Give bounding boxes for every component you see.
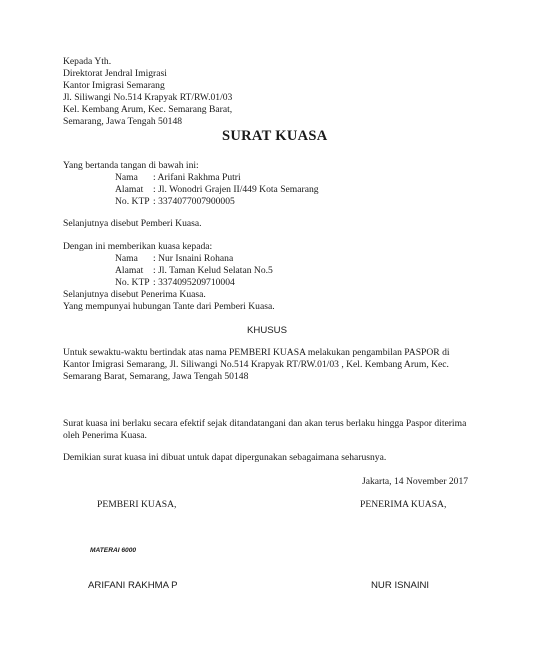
validity-line: Surat kuasa ini berlaku secara efektif sejak ditandatangani dan akan terus berlaku hingga Paspor diterima [63,418,467,429]
recipient-line: Semarang, Jawa Tengah 50148 [63,116,183,127]
grantee-ktp-label: No. KTP [115,277,150,288]
grantee-ktp-value: : 3374095209710004 [153,277,235,288]
grantee-name-value: : Nur Isnaini Rohana [153,253,234,264]
closing-statement: Demikian surat kuasa ini dibuat untuk dapat dipergunakan sebagaimana seharusnya. [63,452,387,463]
grantor-ktp-value: : 3374077007900005 [153,196,235,207]
purpose-line: Untuk sewaktu-waktu bertindak atas nama PEMBERI KUASA melakukan pengambilan PASPOR di [63,347,450,358]
grantor-address-label: Alamat [115,184,144,195]
place-date: Jakarta, 14 November 2017 [362,476,469,487]
grantor-name-label: Nama [115,172,138,183]
recipient-line: Direktorat Jendral Imigrasi [63,68,167,79]
purpose-line: Kantor Imigrasi Semarang, Jl. Siliwangi No.514 Krapyak RT/RW.01/03 , Kel. Kembang Arum, Kec. [63,359,449,370]
grantor-ktp-label: No. KTP [115,196,150,207]
relationship-note: Yang mempunyai hubungan Tante dari Pemberi Kuasa. [63,301,275,312]
grantee-signature-name: NUR ISNAINI [371,580,430,591]
grantee-address-label: Alamat [115,265,144,276]
purpose-line: Semarang Barat, Semarang, Jawa Tengah 50148 [63,371,249,382]
recipient-line: Kantor Imigrasi Semarang [63,80,165,91]
document-title: SURAT KUASA [222,128,328,144]
grantor-role-label: PEMBERI KUASA, [97,499,177,510]
materai-stamp-label: MATERAI 6000 [90,547,137,554]
grantee-name-label: Nama [115,253,138,264]
grantor-note: Selanjutnya disebut Pemberi Kuasa. [63,218,202,229]
khusus-heading: KHUSUS [247,325,287,336]
grantee-note: Selanjutnya disebut Penerima Kuasa. [63,289,206,300]
recipient-line: Kel. Kembang Arum, Kec. Semarang Barat, [63,104,233,115]
recipient-line: Jl. Siliwangi No.514 Krapyak RT/RW.01/03 [63,92,233,103]
grantee-address-value: : Jl. Taman Kelud Selatan No.5 [153,265,273,276]
grantor-address-value: : Jl. Wonodri Grajen II/449 Kota Semarang [153,184,319,195]
grantee-intro: Dengan ini memberikan kuasa kepada: [63,241,213,252]
validity-line: oleh Penerima Kuasa. [63,430,147,441]
grantor-name-value: : Arifani Rakhma Putri [153,172,241,183]
grantee-role-label: PENERIMA KUASA, [360,499,447,510]
recipient-line: Kepada Yth. [63,56,112,67]
grantor-intro: Yang bertanda tangan di bawah ini: [63,160,199,171]
grantor-signature-name: ARIFANI RAKHMA P [88,580,178,591]
